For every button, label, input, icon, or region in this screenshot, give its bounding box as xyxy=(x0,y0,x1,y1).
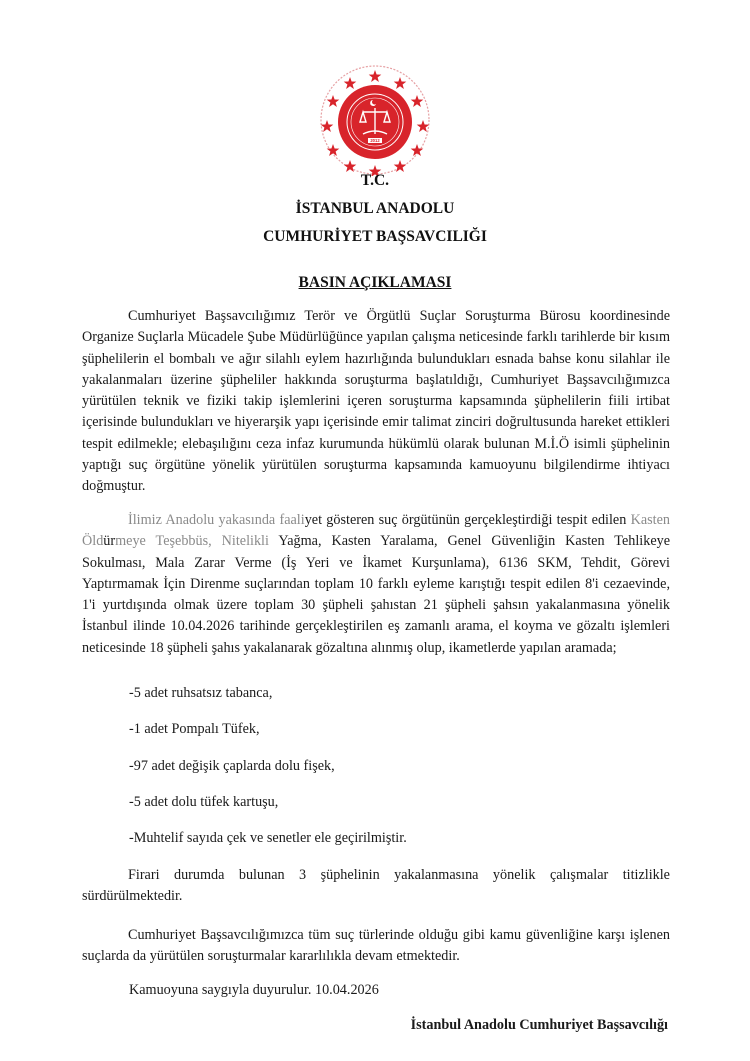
seized-item: -97 adet değişik çaplarda dolu fişek, xyxy=(129,758,335,774)
header-office-line2: CUMHURİYET BAŞSAVCILIĞI xyxy=(263,228,487,245)
faded-text: İlimiz Anadolu yakasında faali xyxy=(128,512,305,528)
seized-item: -5 adet dolu tüfek kartuşu, xyxy=(129,794,279,810)
header-office-line1: İSTANBUL ANADOLU xyxy=(295,200,455,217)
seized-item: -5 adet ruhsatsız tabanca, xyxy=(129,685,273,701)
svg-text:2012: 2012 xyxy=(370,138,380,144)
paragraph-fugitives: Firari durumda bulunan 3 şüphelinin yakalanmasına yönelik çalışmalar titizlikle sürdürülmektedir. xyxy=(82,867,670,905)
document-title: BASIN AÇIKLAMASI xyxy=(298,274,452,291)
paragraph-commitment: Cumhuriyet Başsavcılığımızca tüm suç türlerinde olduğu gibi kamu güvenliğine karşı işlenen suçlarda da yürütülen soruşturmalar kararlılıkla devam etmektedir. xyxy=(82,927,670,965)
header-tc: T.C. xyxy=(360,172,390,189)
text-segment: Yağma, Kasten Yaralama, Genel Güvenliğin Kasten Tehlikeye Sokulması, Mala Zarar Verme (İş Yeri ve İkamet Kurşunlama), 6136 SKM, Tehdit, Görevi Yaptırmamak İçin Direnme suçlarından toplam 10 farklı eyleme karıştığı tespit edilen 8'i cezaevinde, 1'i yurtdışında olmak üzere toplam 30 şüpheli şahıstan 21 şüpheli şahsın yakalanmasına yönelik İstanbul ilinde 10.04.2026 tarihinde gerçekleştirilen eş zamanlı arama, el koyma ve gözaltı işlemleri neticesinde 18 şüpheli şahıs yakalanarak gözaltına alınmış olup, ikametlerde yapılan aramada; xyxy=(82,533,671,656)
prosecutor-office-emblem-icon xyxy=(319,64,431,176)
seized-item: -Muhtelif sayıda çek ve senetler ele geçirilmiştir. xyxy=(129,830,407,846)
paragraph-investigation-intro: Cumhuriyet Başsavcılığımız Terör ve Örgütlü Suçlar Soruşturma Bürosu koordinesinde Organize Suçlarla Mücadele Şube Müdürlüğünce yapılan çalışma neticesinde farklı tarihlerde bir kısım şüphelilerin el bombalı ve ağır silahlı eylem hazırlığında bulundukları esnada bahse konu silahlar ile yakalanmaları üzerine şüpheliler hakkında soruşturma başlatıldığı, Cumhuriyet Başsavcılığımızca yürütülen teknik ve fiziki takip işlemlerini içeren soruşturma kapsamında şüphelilerin fiili irtibat içerisinde bulundukları ve hiyerarşik yapı içerisinde emir talimat zinciri doğrultusunda hareket ettikleri tespit edilmekle; elebaşılığını ceza infaz kurumunda hükümlü olarak bulunan M.İ.Ö isimli şüphelinin yaptığı suç örgütüne yönelik yürütülen soruşturma kapsamında kamuoyunu bilgilendirme ihtiyacı doğmuştur. xyxy=(82,308,670,495)
text-segment: ür xyxy=(103,533,116,550)
paragraph-operation-details xyxy=(82,510,670,659)
seized-item: -1 adet Pompalı Tüfek, xyxy=(129,721,260,737)
closing-line: Kamuoyuna saygıyla duyurulur. 10.04.2026 xyxy=(129,982,379,998)
faded-text: meye Teşebbüs, Nitelikli xyxy=(115,533,279,550)
faded-text: Kasten Öld xyxy=(82,512,670,550)
signature: İstanbul Anadolu Cumhuriyet Başsavcılığı xyxy=(410,1017,668,1033)
text-segment: yet gösteren suç örgütünün gerçekleştirdiği tespit edilen xyxy=(304,512,631,528)
